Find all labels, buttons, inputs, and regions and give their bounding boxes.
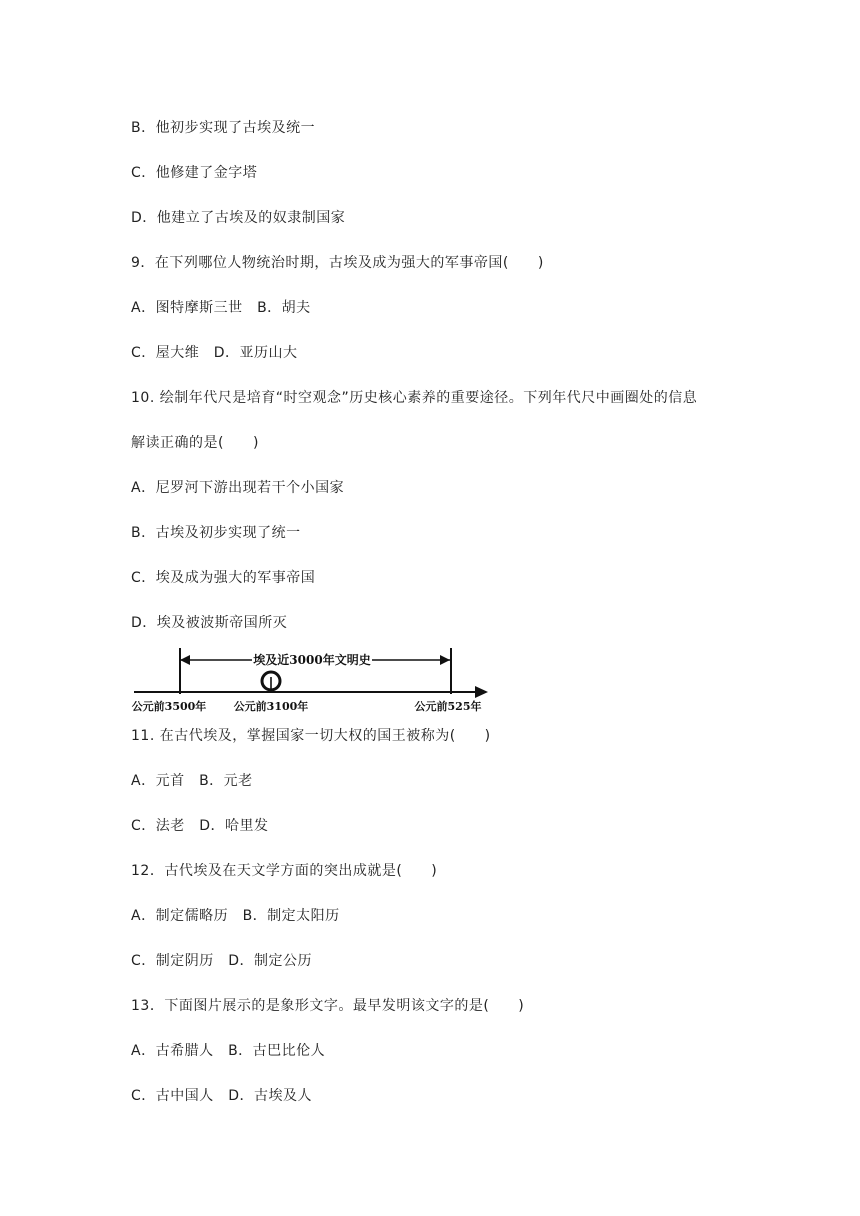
span-arrow-right-head	[440, 655, 450, 665]
q11-options-cd: C．法老 D．哈里发	[131, 818, 269, 834]
time-axis-arrowhead	[475, 686, 488, 698]
q10-option-c: C．埃及成为强大的军事帝国	[131, 570, 316, 586]
span-arrow-left-head	[180, 655, 190, 665]
q10-stem-line1: 10. 绘制年代尺是培育“时空观念”历史核心素养的重要途径。下列年代尺中画圈处的信息	[131, 390, 698, 406]
q8-option-b: B．他初步实现了古埃及统一	[131, 120, 316, 136]
q8-option-c: C．他修建了金字塔	[131, 165, 258, 181]
q13-options-ab: A．古希腊人 B．古巴比伦人	[131, 1043, 326, 1059]
q12-stem: 12．古代埃及在天文学方面的突出成就是( )	[131, 863, 438, 879]
q12-options-cd: C．制定阴历 D．制定公历	[131, 953, 313, 969]
q13-stem: 13．下面图片展示的是象形文字。最早发明该文字的是( )	[131, 998, 525, 1014]
q10-option-b: B．古埃及初步实现了统一	[131, 525, 301, 541]
q12-options-ab: A．制定儒略历 B．制定太阳历	[131, 908, 340, 924]
q8-option-d: D．他建立了古埃及的奴隶制国家	[131, 210, 346, 226]
q9-options-ab: A．图特摩斯三世 B．胡夫	[131, 300, 311, 316]
q10-option-d: D．埃及被波斯帝国所灭	[131, 615, 288, 631]
q11-options-ab: A．元首 B．元老	[131, 773, 253, 789]
right-date-label: 公元前525年	[414, 700, 482, 713]
q13-options-cd: C．古中国人 D．古埃及人	[131, 1088, 313, 1104]
q9-stem: 9．在下列哪位人物统治时期，古埃及成为强大的军事帝国( )	[131, 255, 544, 271]
q10-stem-line2: 解读正确的是( )	[131, 435, 259, 451]
span-label: 埃及近3000年文明史	[253, 653, 371, 667]
left-date-label: 公元前3500年	[131, 700, 207, 713]
middle-date-label: 公元前3100年	[233, 700, 309, 713]
q9-options-cd: C．屋大维 D．亚历山大	[131, 345, 298, 361]
timeline-figure	[126, 644, 492, 716]
q11-stem: 11. 在古代埃及，掌握国家一切大权的国王被称为( )	[131, 728, 491, 744]
q10-option-a: A．尼罗河下游出现若干个小国家	[131, 480, 345, 496]
